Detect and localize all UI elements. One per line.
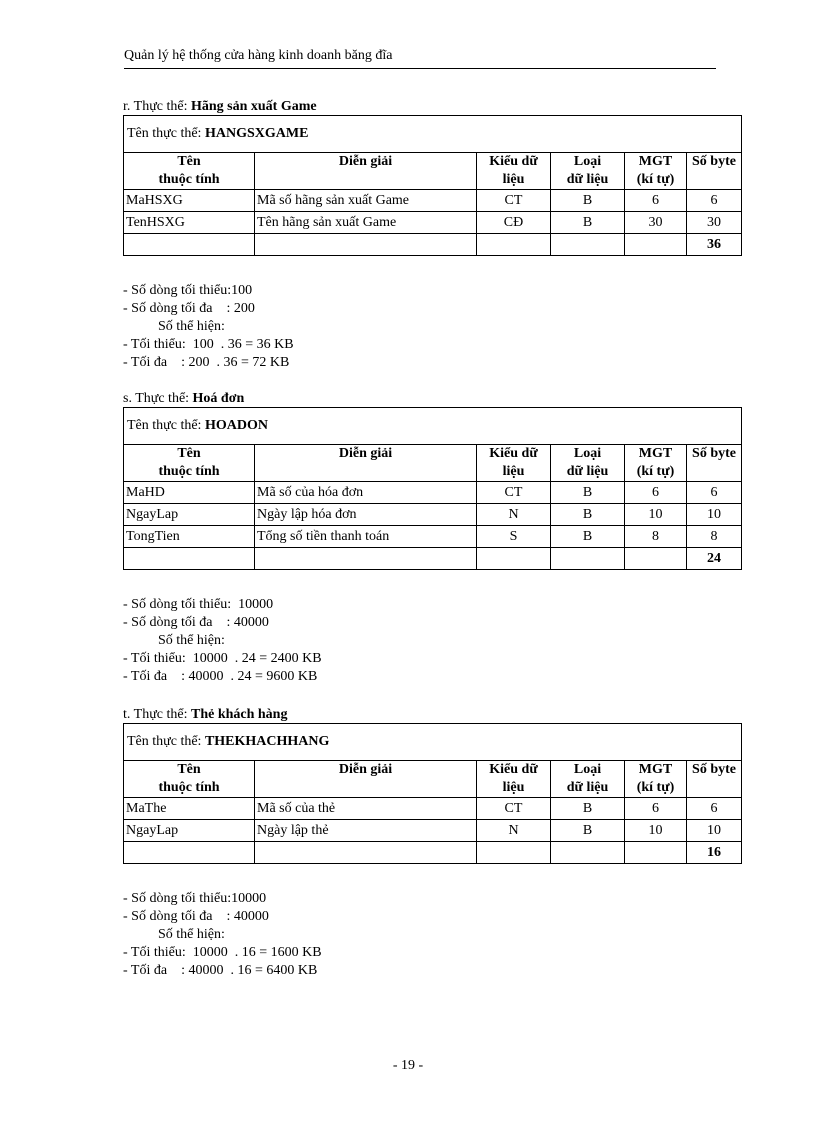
empty-cell (625, 548, 687, 570)
table-cell: Mã số của thẻ (255, 798, 477, 820)
column-header: Số byte (687, 761, 742, 798)
note-line: - Số dòng tối thiểu:100 (123, 283, 253, 298)
table-row (124, 482, 742, 504)
table-cell: TongTien (124, 526, 255, 548)
entity-table (123, 407, 742, 570)
total-row (124, 548, 742, 570)
column-header: Diễn giải (255, 445, 477, 482)
column-header: Tên thuộc tính (124, 761, 255, 798)
table-cell: 30 (625, 212, 687, 234)
section-title-text: Hãng sản xuất Game (190, 99, 317, 114)
entity-name-cell (124, 724, 742, 761)
section-thekhachhang (123, 707, 741, 980)
table-cell: Tổng số tiền thanh toán (255, 526, 477, 548)
table-cell: CT (477, 190, 551, 212)
table-cell: Mã số hãng sản xuất Game (255, 190, 477, 212)
entity-name-row (124, 116, 742, 153)
table-row (124, 212, 742, 234)
column-header: Diễn giải (255, 761, 477, 798)
empty-cell (255, 234, 477, 256)
table-row (124, 504, 742, 526)
note-line: - Tối thiểu: 10000 . 24 = 2400 KB (123, 651, 322, 666)
table-cell: 6 (625, 798, 687, 820)
table-cell: MaThe (124, 798, 255, 820)
empty-cell (625, 842, 687, 864)
total-bytes: 24 (687, 548, 742, 570)
note-line: - Tối thiểu: 100 . 36 = 36 KB (123, 337, 294, 352)
table-cell: CT (477, 798, 551, 820)
table-cell: N (477, 820, 551, 842)
entity-name: THEKHACHHANG (204, 734, 330, 749)
column-header: Số byte (687, 445, 742, 482)
table-cell: N (477, 504, 551, 526)
table-cell: 6 (687, 798, 742, 820)
note-line: - Số dòng tối thiểu: 10000 (123, 597, 274, 612)
empty-cell (255, 842, 477, 864)
column-header: MGT (kí tự) (625, 153, 687, 190)
note-line: - Tối đa : 40000 . 24 = 9600 KB (123, 669, 318, 684)
table-cell: 30 (687, 212, 742, 234)
table-cell: CT (477, 482, 551, 504)
page-header: Quản lý hệ thống cửa hàng kinh doanh băng đĩa (124, 48, 716, 69)
table-cell: 8 (625, 526, 687, 548)
column-header: Kiểu dữ liệu (477, 153, 551, 190)
table-cell: B (551, 190, 625, 212)
section-title (123, 99, 741, 115)
empty-cell (551, 234, 625, 256)
section-hangsxgame (123, 99, 741, 372)
table-cell: Ngày lập thẻ (255, 820, 477, 842)
table-cell: 6 (625, 482, 687, 504)
empty-cell (625, 234, 687, 256)
note-line: - Số dòng tối đa : 40000 (123, 615, 269, 630)
entity-name-row (124, 408, 742, 445)
entity-label: Tên thực thể: (127, 418, 205, 433)
empty-cell (551, 548, 625, 570)
entity-name-cell (124, 116, 742, 153)
section-title-text: Hoá đơn (192, 391, 245, 406)
table-cell: NgayLap (124, 820, 255, 842)
section-hoadon (123, 391, 741, 686)
entity-label: Tên thực thể: (127, 126, 205, 141)
column-header: Tên thuộc tính (124, 445, 255, 482)
section-prefix: t. Thực thể: (123, 707, 191, 722)
empty-cell (477, 842, 551, 864)
entity-table (123, 115, 742, 256)
table-cell: 6 (687, 482, 742, 504)
section-prefix: r. Thực thể: (123, 99, 191, 114)
table-cell: B (551, 820, 625, 842)
table-cell: B (551, 504, 625, 526)
column-header: Loại dữ liệu (551, 153, 625, 190)
table-cell: CĐ (477, 212, 551, 234)
table-row (124, 190, 742, 212)
note-line: Số thể hiện: (123, 633, 225, 648)
table-cell: 6 (687, 190, 742, 212)
table-cell: Mã số của hóa đơn (255, 482, 477, 504)
total-row (124, 234, 742, 256)
note-line: - Số dòng tối đa : 40000 (123, 909, 269, 924)
column-header: MGT (kí tự) (625, 761, 687, 798)
entity-name-cell (124, 408, 742, 445)
table-cell: MaHSXG (124, 190, 255, 212)
table-cell: 8 (687, 526, 742, 548)
entity-name: HOADON (204, 418, 268, 433)
column-header: Diễn giải (255, 153, 477, 190)
table-cell: Tên hãng sản xuất Game (255, 212, 477, 234)
column-header: Tên thuộc tính (124, 153, 255, 190)
note-line: - Tối đa : 200 . 36 = 72 KB (123, 355, 290, 370)
section-prefix: s. Thực thể: (123, 391, 193, 406)
note-line: - Số dòng tối đa : 200 (123, 301, 255, 316)
table-cell: B (551, 526, 625, 548)
column-header: Loại dữ liệu (551, 445, 625, 482)
table-cell: B (551, 212, 625, 234)
column-header: Số byte (687, 153, 742, 190)
table-cell: S (477, 526, 551, 548)
section-title (123, 391, 741, 407)
table-header-row (124, 761, 742, 798)
empty-cell (124, 842, 255, 864)
entity-label: Tên thực thể: (127, 734, 205, 749)
table-row (124, 798, 742, 820)
note-line: Số thể hiện: (123, 927, 225, 942)
note-line: - Tối thiểu: 10000 . 16 = 1600 KB (123, 945, 322, 960)
empty-cell (124, 548, 255, 570)
table-row (124, 820, 742, 842)
note-line: Số thể hiện: (123, 319, 225, 334)
column-header: Loại dữ liệu (551, 761, 625, 798)
page-number: - 19 - (392, 1058, 424, 1073)
section-title-text: Thẻ khách hàng (190, 707, 288, 722)
table-cell: 10 (625, 820, 687, 842)
table-cell: 10 (687, 504, 742, 526)
table-cell: NgayLap (124, 504, 255, 526)
entity-table (123, 723, 742, 864)
entity-name: HANGSXGAME (204, 126, 309, 141)
empty-cell (551, 842, 625, 864)
column-header: Kiểu dữ liệu (477, 445, 551, 482)
empty-cell (477, 234, 551, 256)
table-cell: 10 (687, 820, 742, 842)
size-notes (123, 282, 741, 372)
section-title (123, 707, 741, 723)
entity-name-row (124, 724, 742, 761)
total-bytes: 16 (687, 842, 742, 864)
table-cell: TenHSXG (124, 212, 255, 234)
size-notes (123, 890, 741, 980)
table-cell: 6 (625, 190, 687, 212)
table-cell: B (551, 482, 625, 504)
empty-cell (255, 548, 477, 570)
table-cell: 10 (625, 504, 687, 526)
total-row (124, 842, 742, 864)
note-line: - Số dòng tối thiểu:10000 (123, 891, 267, 906)
table-cell: Ngày lập hóa đơn (255, 504, 477, 526)
empty-cell (477, 548, 551, 570)
note-line: - Tối đa : 40000 . 16 = 6400 KB (123, 963, 318, 978)
empty-cell (124, 234, 255, 256)
table-row (124, 526, 742, 548)
table-cell: MaHD (124, 482, 255, 504)
table-header-row (124, 445, 742, 482)
size-notes (123, 596, 741, 686)
column-header: Kiểu dữ liệu (477, 761, 551, 798)
table-cell: B (551, 798, 625, 820)
table-header-row (124, 153, 742, 190)
total-bytes: 36 (687, 234, 742, 256)
column-header: MGT (kí tự) (625, 445, 687, 482)
